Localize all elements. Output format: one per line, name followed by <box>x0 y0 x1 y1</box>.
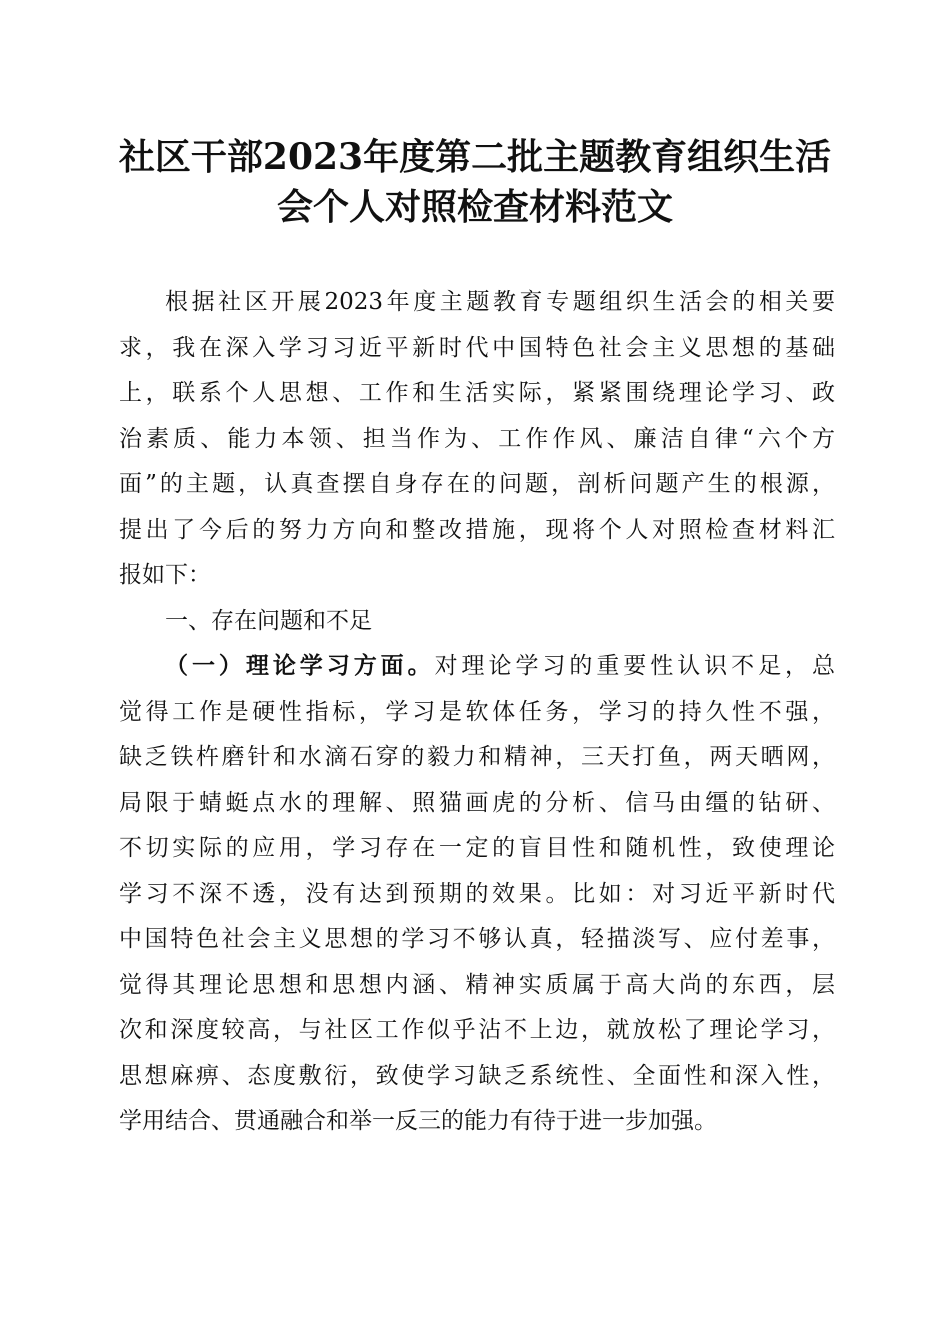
subsection-first-line-text: 对理论学习的重要性认识不足，总 <box>434 653 836 679</box>
intro-line: 报如下： <box>119 562 211 588</box>
paragraph-line: 觉得其理论思想和思想内涵、精神实质属于高大尚的东西，层 <box>119 971 835 998</box>
paragraph-line: 学习不深不透，没有达到预期的效果。比如：对习近平新时代 <box>119 880 835 907</box>
paragraph-line: 局限于蜻蜓点水的理解、照猫画虎的分析、信马由缰的钻研、 <box>119 789 835 816</box>
paragraph-line: 次和深度较高，与社区工作似乎沾不上边，就放松了理论学习， <box>119 1017 835 1043</box>
intro-line: 提出了今后的努力方向和整改措施，现将个人对照检查材料汇 <box>119 516 835 543</box>
intro-line: 上，联系个人思想、工作和生活实际，紧紧围绕理论学习、政 <box>119 380 835 406</box>
title-line-1: 社区干部2023年度第二批主题教育组织生活 <box>118 136 832 178</box>
intro-line: 求，我在深入学习习近平新时代中国特色社会主义思想的基础 <box>119 334 835 361</box>
paragraph-line: 中国特色社会主义思想的学习不够认真，轻描淡写、应付差事， <box>119 926 835 952</box>
subsection-first-line <box>119 644 835 690</box>
subsection-heading: （一）理论学习方面。 <box>165 653 435 679</box>
intro-line: 治素质、能力本领、担当作为、工作作风、廉洁自律“六个方 <box>119 425 835 452</box>
section-heading: 一、存在问题和不足 <box>165 607 372 634</box>
paragraph-line: 思想麻痹、态度敷衍，致使学习缺乏系统性、全面性和深入性， <box>119 1062 835 1089</box>
document-title <box>100 132 850 232</box>
intro-line: 面”的主题，认真查摆自身存在的问题，剖析问题产生的根源， <box>119 471 835 497</box>
paragraph-line: 学用结合、贯通融合和举一反三的能力有待于进一步加强。 <box>119 1108 717 1134</box>
paragraph-line: 不切实际的应用，学习存在一定的盲目性和随机性，致使理论 <box>119 835 835 861</box>
title-line-2: 会个人对照检查材料范文 <box>276 186 673 228</box>
document-body <box>119 280 835 1145</box>
paragraph-line: 缺乏铁杵磨针和水滴石穿的毅力和精神，三天打鱼，两天晒网， <box>119 744 835 770</box>
intro-line: 根据社区开展2023年度主题教育专题组织生活会的相关要 <box>165 289 835 315</box>
paragraph-line: 觉得工作是硬性指标，学习是软体任务，学习的持久性不强， <box>119 698 835 725</box>
